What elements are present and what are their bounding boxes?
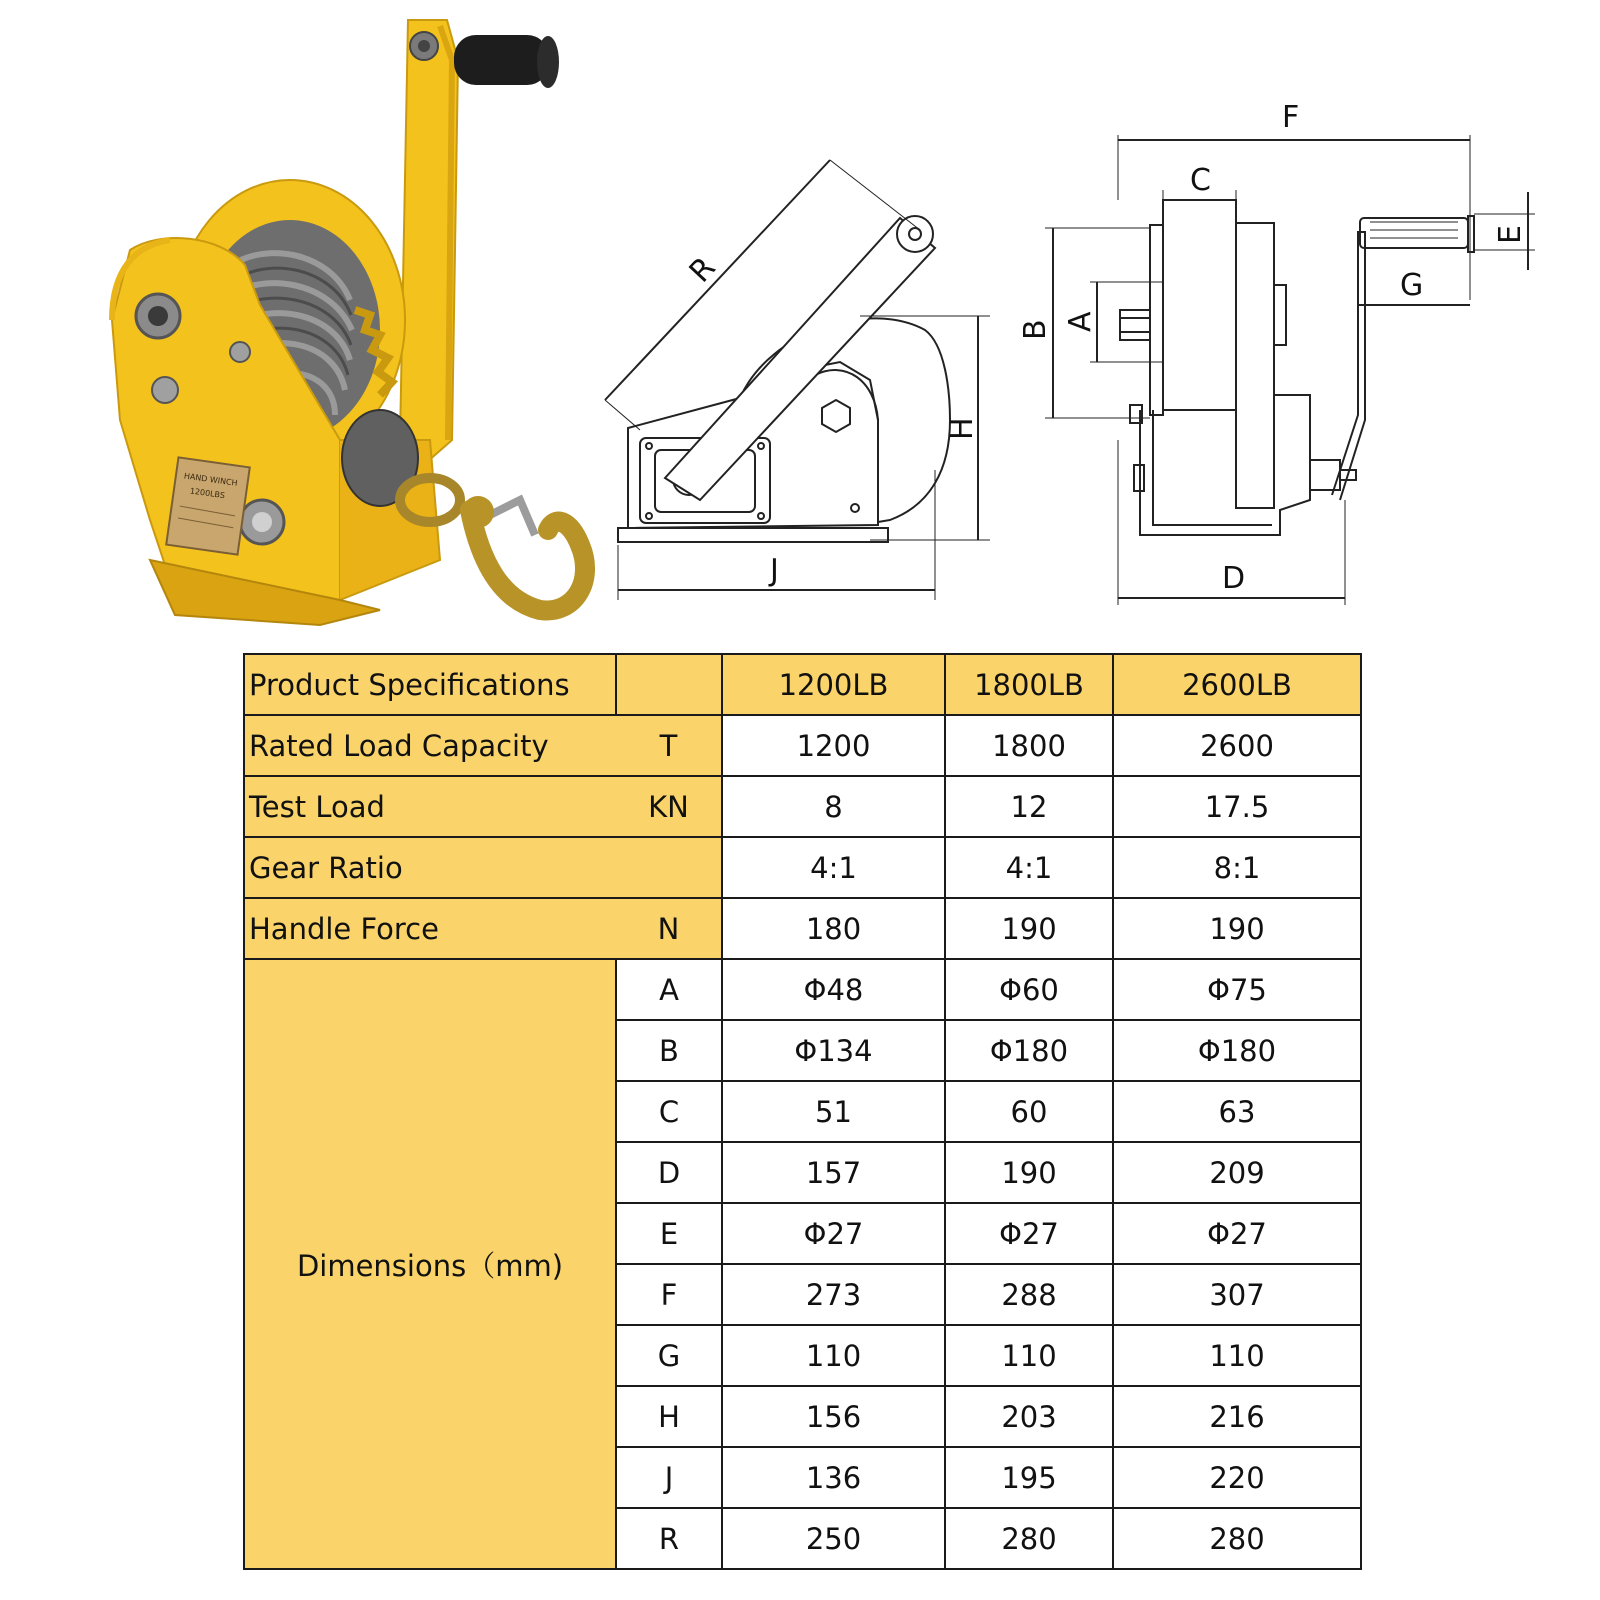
handle-grip: [454, 35, 559, 88]
nameplate: [166, 457, 250, 554]
table-cell: Φ134: [722, 1020, 945, 1081]
table-cell: 51: [722, 1081, 945, 1142]
table-cell: 190: [945, 1142, 1113, 1203]
table-cell: 195: [945, 1447, 1113, 1508]
table-cell: 220: [1113, 1447, 1361, 1508]
table-cell: 209: [1113, 1142, 1361, 1203]
table-cell: 2600: [1113, 715, 1361, 776]
table-cell: Φ27: [945, 1203, 1113, 1264]
side-view-diagram: [605, 160, 990, 600]
table-cell: Φ180: [1113, 1020, 1361, 1081]
dim-key: E: [616, 1203, 722, 1264]
table-cell: 307: [1113, 1264, 1361, 1325]
table-cell: 288: [945, 1264, 1113, 1325]
dim-label-D: D: [1222, 561, 1246, 596]
dim-key: J: [616, 1447, 722, 1508]
dimensions-label: Dimensions（mm): [244, 959, 616, 1569]
table-cell: 190: [1113, 898, 1361, 959]
header-unit: [616, 654, 722, 715]
table-cell: Φ180: [945, 1020, 1113, 1081]
table-cell: Φ27: [1113, 1203, 1361, 1264]
row-label: Test Load: [244, 776, 616, 837]
table-cell: 180: [722, 898, 945, 959]
dim-label-E: E: [1493, 225, 1528, 244]
row-label: Rated Load Capacity: [244, 715, 616, 776]
header-label: Product Specifications: [244, 654, 616, 715]
table-cell: 216: [1113, 1386, 1361, 1447]
table-cell: 280: [945, 1508, 1113, 1569]
table-row: [244, 959, 1361, 1020]
row-unit: N: [616, 898, 722, 959]
table-cell: 110: [722, 1325, 945, 1386]
dim-key: G: [616, 1325, 722, 1386]
dim-key: F: [616, 1264, 722, 1325]
nameplate-line1: HAND WINCH: [183, 471, 239, 488]
dim-label-J: J: [770, 553, 779, 588]
dim-label-F: F: [1282, 100, 1300, 135]
winch-photo: [112, 20, 585, 625]
table-row: [244, 715, 1361, 776]
dim-label-G: G: [1400, 268, 1424, 303]
dim-key: R: [616, 1508, 722, 1569]
table-header-row: [244, 654, 1361, 715]
table-cell: Φ75: [1113, 959, 1361, 1020]
table-row: [244, 898, 1361, 959]
table-cell: 203: [945, 1386, 1113, 1447]
dim-key: D: [616, 1142, 722, 1203]
table-cell: 273: [722, 1264, 945, 1325]
table-cell: 136: [722, 1447, 945, 1508]
table-cell: 12: [945, 776, 1113, 837]
nameplate-line2: 1200LBS: [189, 486, 226, 501]
dim-key: A: [616, 959, 722, 1020]
row-label: Gear Ratio: [244, 837, 616, 898]
table-cell: 280: [1113, 1508, 1361, 1569]
table-cell: 110: [1113, 1325, 1361, 1386]
table-cell: 110: [945, 1325, 1113, 1386]
front-view-diagram: [1045, 135, 1535, 605]
table-cell: 157: [722, 1142, 945, 1203]
table-cell: Φ27: [722, 1203, 945, 1264]
dim-key: H: [616, 1386, 722, 1447]
dim-label-A: A: [1063, 311, 1098, 332]
table-row: [244, 776, 1361, 837]
table-cell: 190: [945, 898, 1113, 959]
dim-label-R: R: [682, 250, 723, 290]
table-cell: 60: [945, 1081, 1113, 1142]
table-cell: 17.5: [1113, 776, 1361, 837]
dim-label-H: H: [945, 417, 980, 440]
model-2600lb: 2600LB: [1113, 654, 1361, 715]
table-cell: 250: [722, 1508, 945, 1569]
product-figure: [0, 0, 1600, 650]
model-1200lb: 1200LB: [722, 654, 945, 715]
table-cell: 1800: [945, 715, 1113, 776]
row-unit: KN: [616, 776, 722, 837]
table-cell: 63: [1113, 1081, 1361, 1142]
row-unit: T: [616, 715, 722, 776]
dim-key: B: [616, 1020, 722, 1081]
table-cell: 8:1: [1113, 837, 1361, 898]
dim-label-C: C: [1190, 163, 1211, 198]
row-label: Handle Force: [244, 898, 616, 959]
table-cell: 1200: [722, 715, 945, 776]
table-cell: 4:1: [722, 837, 945, 898]
dim-key: C: [616, 1081, 722, 1142]
model-1800lb: 1800LB: [945, 654, 1113, 715]
table-row: [244, 837, 1361, 898]
table-cell: Φ60: [945, 959, 1113, 1020]
table-cell: 8: [722, 776, 945, 837]
spec-table: [243, 653, 1362, 1570]
table-cell: 4:1: [945, 837, 1113, 898]
row-unit: [616, 837, 722, 898]
dim-label-B: B: [1018, 319, 1053, 340]
table-cell: 156: [722, 1386, 945, 1447]
table-cell: Φ48: [722, 959, 945, 1020]
